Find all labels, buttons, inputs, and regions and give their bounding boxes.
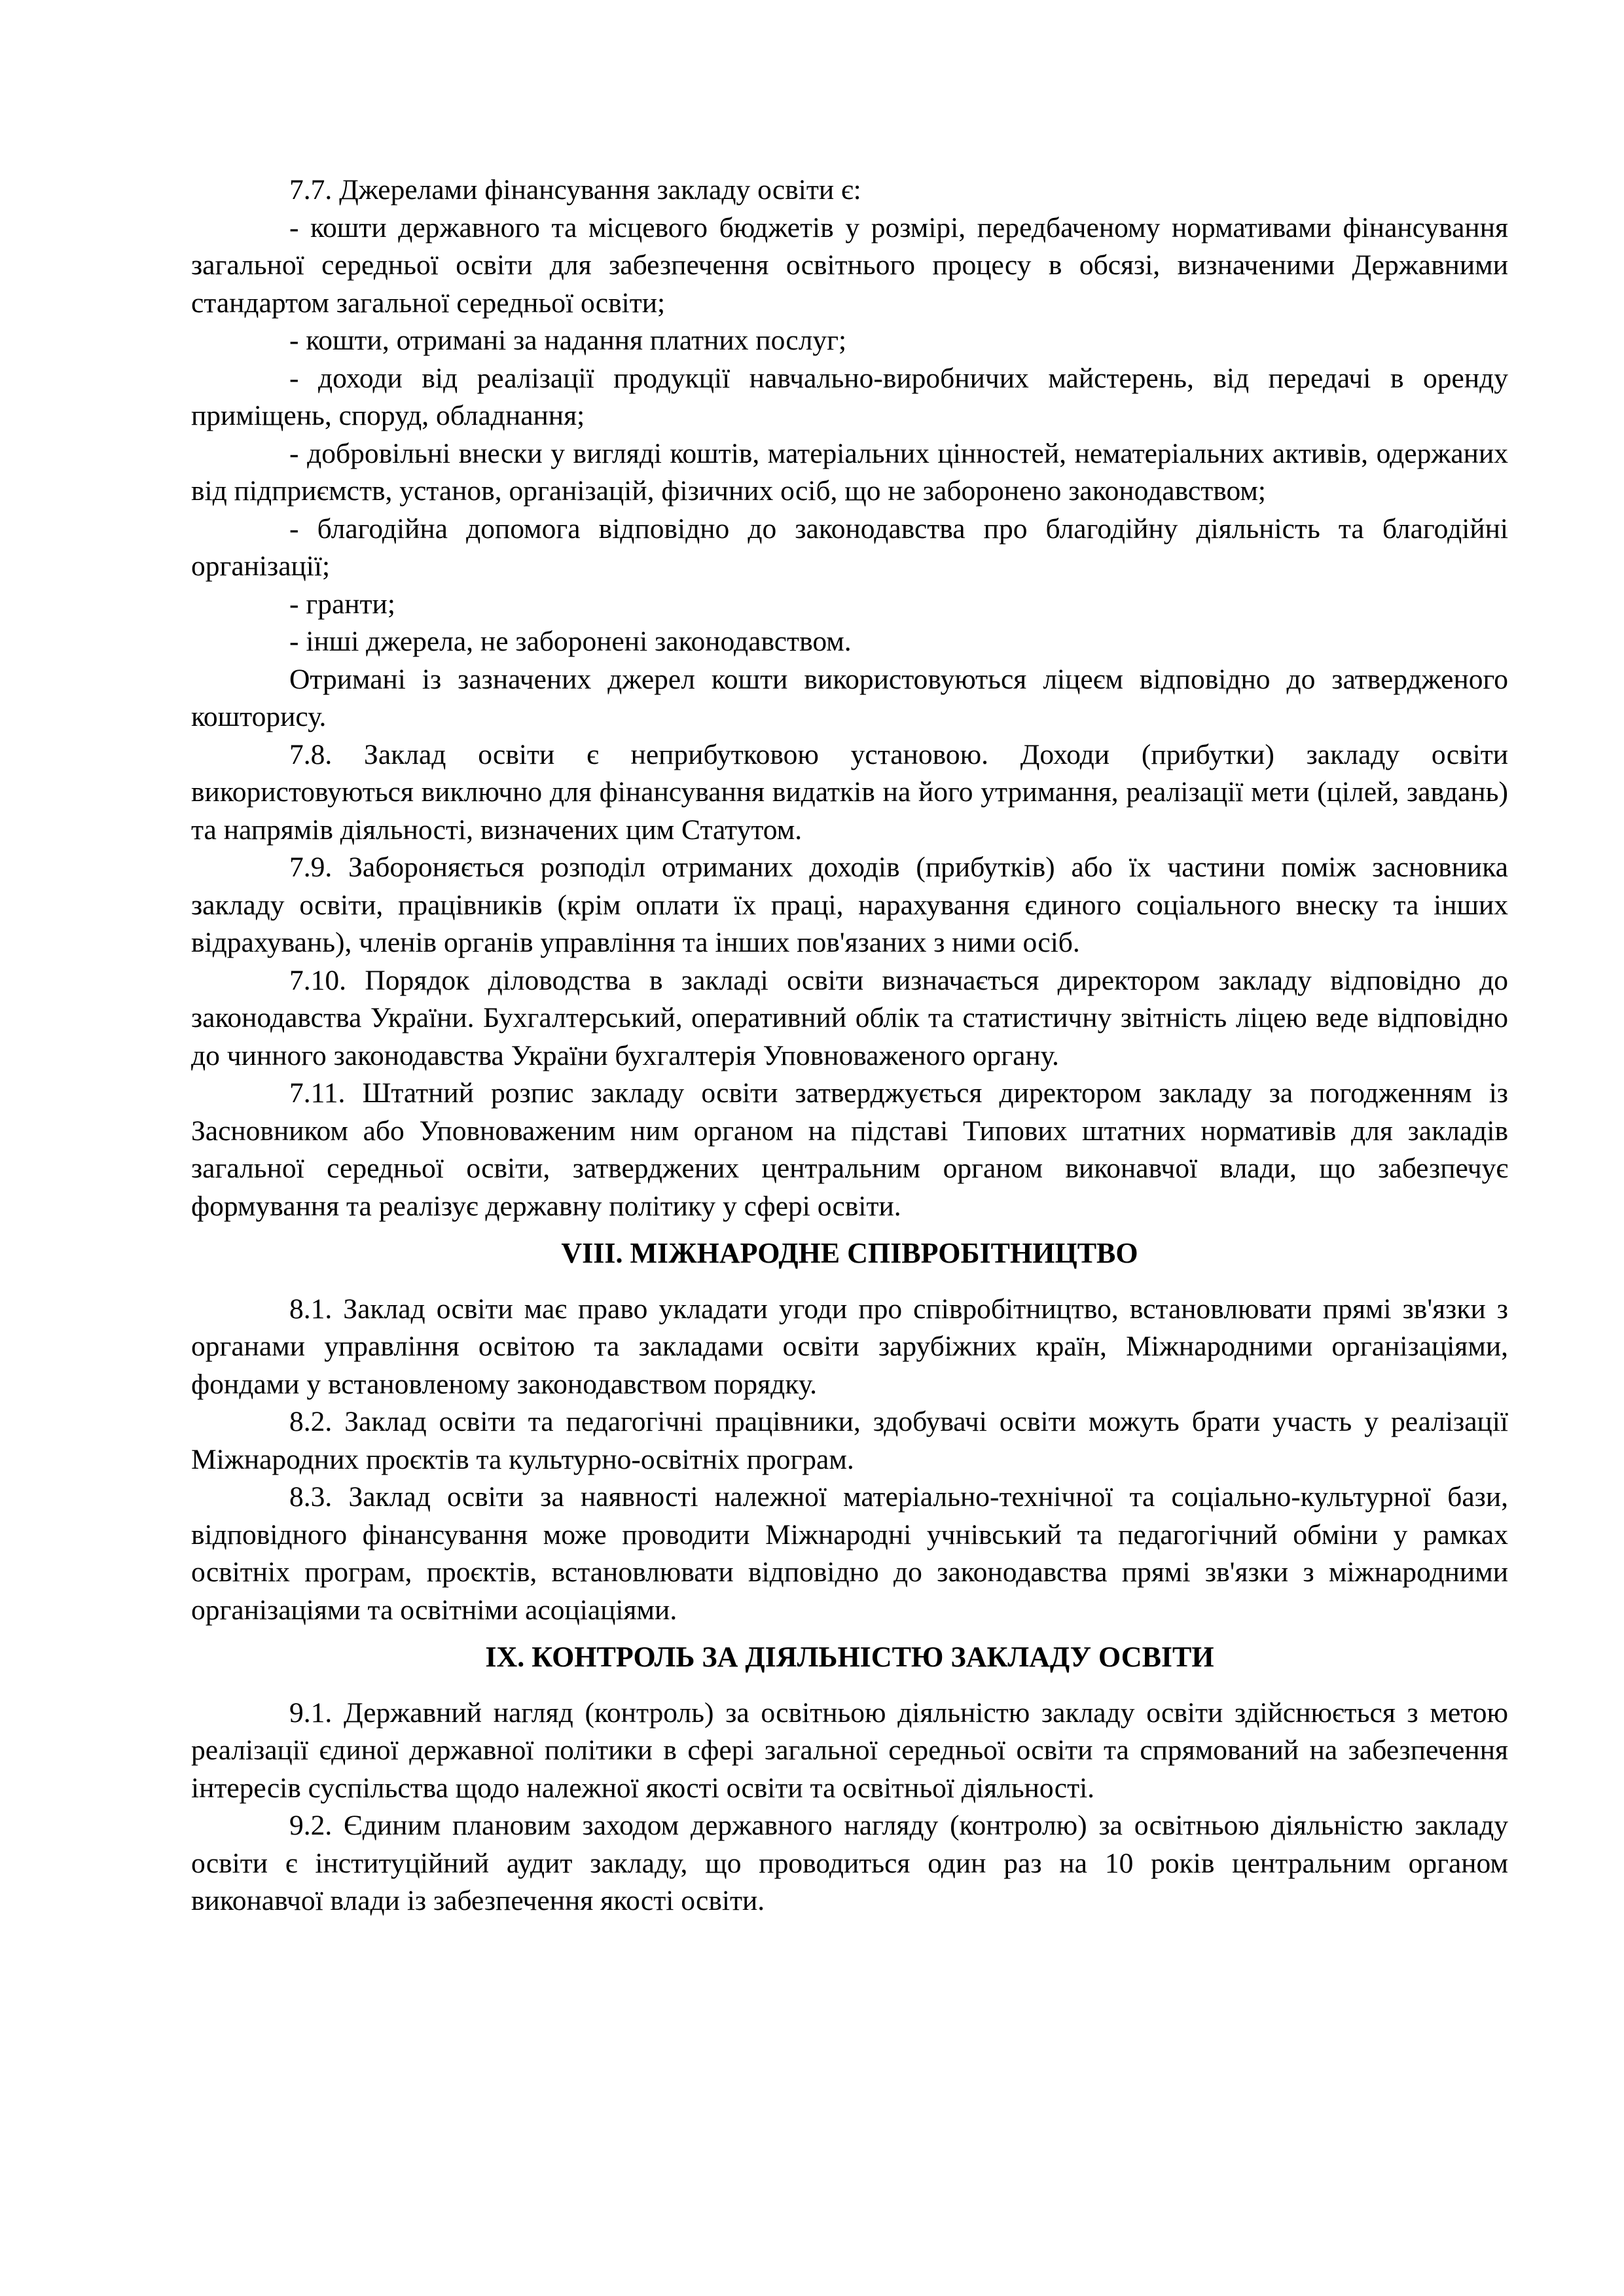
section-8-international-cooperation	[191, 1234, 1508, 1629]
paragraph-8-2: 8.2. Заклад освіти та педагогічні працівники, здобувачі освіти можуть брати участь у реалізації Міжнародних проєктів та культурно-освітніх програм.	[191, 1406, 1508, 1475]
document-page	[191, 171, 1508, 1920]
section-heading-viii: VIII. МІЖНАРОДНЕ СПІВРОБІТНИЦТВО	[561, 1237, 1138, 1269]
paragraph-funds-usage: Отримані із зазначених джерел кошти використовуються ліцеєм відповідно до затвердженого кошторису.	[191, 663, 1508, 732]
list-item-workshop-income: - доходи від реалізації продукції навчально-виробничих майстерень, від передачі в оренду приміщень, споруд, обладнання;	[191, 362, 1508, 431]
list-item-budget-funds: - кошти державного та місцевого бюджетів у розмірі, передбаченому нормативами фінансування загальної середньої освіти для забезпечення освітнього процесу в обсязі, визначеними Державними стандартом загальної середньої освіти;	[191, 211, 1508, 319]
paragraph-9-1: 9.1. Державний нагляд (контроль) за освітньою діяльністю закладу освіти здійснюється з метою реалізації єдиної державної політики в сфері загальної середньої освіти та спрямований на забезпечення інтересів суспільства щодо належної якості освіти та освітньої діяльності.	[191, 1696, 1508, 1804]
section-7-financing	[191, 171, 1508, 1225]
paragraph-8-3: 8.3. Заклад освіти за наявності належної матеріально-технічної та соціально-культурної бази, відповідного фінансування може проводити Міжнародні учнівський та педагогічний обміни у рамках освітніх програм, проєктів, встановлювати відповідно до законодавства прямі зв'язки з міжнародними організаціями та освітніми асоціаціями.	[191, 1481, 1508, 1626]
section-9-oversight	[191, 1638, 1508, 1920]
list-item-voluntary-contributions: - добровільні внески у вигляді коштів, матеріальних цінностей, нематеріальних активів, одержаних від підприємств, установ, організацій, фізичних осіб, що не заборонено законодавством;	[191, 437, 1508, 507]
paragraph-7-9: 7.9. Забороняється розподіл отриманих доходів (прибутків) або їх частини поміж засновника закладу освіти, працівників (крім оплати їх праці, нарахування єдиного соціального внеску та інших відрахувань), членів органів управління та інших пов'язаних з ними осіб.	[191, 852, 1508, 958]
list-item-grants: - гранти;	[289, 588, 395, 620]
paragraph-7-10: 7.10. Порядок діловодства в закладі освіти визначається директором закладу відповідно до законодавства України. Бухгалтерський, оперативний облік та статистичну звітність ліцею веде відповідно до чинного законодавства України бухгалтерія Уповноваженого органу.	[191, 964, 1508, 1071]
list-item-charitable-aid: - благодійна допомога відповідно до законодавства про благодійну діяльність та благодійні організації;	[191, 512, 1508, 582]
list-item-paid-services: - кошти, отримані за надання платних послуг;	[289, 325, 847, 356]
paragraph-7-11: 7.11. Штатний розпис закладу освіти затверджується директором закладу за погодженням із Засновником або Уповноваженим ним органом на підставі Типових штатних нормативів для закладів загальної середньої освіти, затверджених центральним органом виконавчої влади, що забезпечує формування та реалізує державну політику у сфері освіти.	[191, 1077, 1508, 1222]
paragraph-7-8: 7.8. Заклад освіти є неприбутковою установою. Доходи (прибутки) закладу освіти використовуються виключно для фінансування видатків на його утримання, реалізації мети (цілей, завдань) та напрямів діяльності, визначених цим Статутом.	[191, 738, 1508, 846]
paragraph-8-1: 8.1. Заклад освіти має право укладати угоди про співробітництво, встановлювати прямі зв'язки з органами управління освітою та закладами освіти зарубіжних країн, Міжнародними організаціями, фондами у встановленому законодавством порядку.	[191, 1293, 1508, 1400]
paragraph-7-7: 7.7. Джерелами фінансування закладу освіти є:	[289, 174, 861, 206]
paragraph-9-2: 9.2. Єдиним плановим заходом державного нагляду (контролю) за освітньою діяльністю закладу освіти є інституційний аудит закладу, що проводиться один раз на 10 років центральним органом виконавчої влади із забезпечення якості освіти.	[191, 1810, 1508, 1916]
list-item-other-sources: - інші джерела, не заборонені законодавством.	[289, 626, 852, 657]
section-heading-ix: IX. КОНТРОЛЬ ЗА ДІЯЛЬНІСТЮ ЗАКЛАДУ ОСВІТИ	[485, 1641, 1214, 1673]
